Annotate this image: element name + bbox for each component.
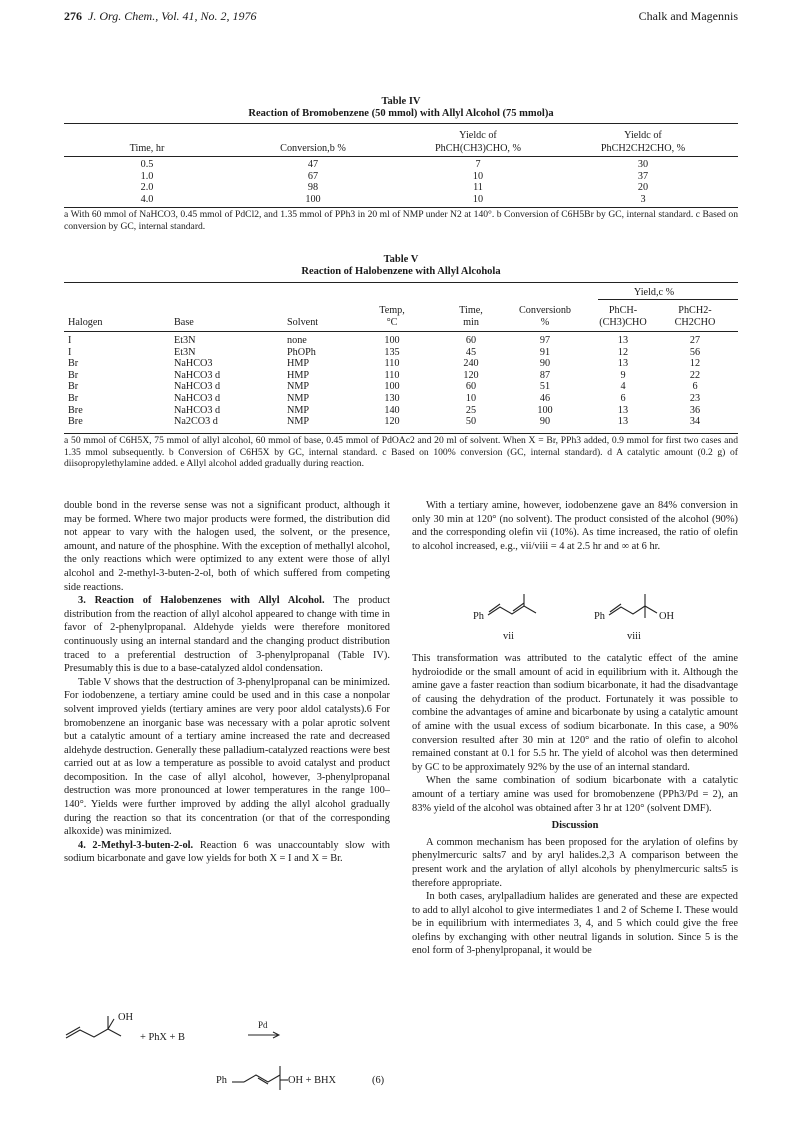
table5-cell-yield-linear: 56: [689, 346, 701, 358]
table5-cell-yield-branched: 4: [620, 381, 626, 393]
right-column-text-top: [412, 499, 738, 553]
table4-cell-yield-linear: 37: [637, 170, 649, 182]
equation-6-reagents: + PhX + B: [140, 1032, 185, 1043]
table5-header-time-unit: min: [463, 317, 479, 328]
equation-6-reactant-structure: [64, 1012, 124, 1048]
table4-header-rule: [64, 156, 738, 157]
table5-cell-time: 25: [465, 404, 477, 416]
table5-cell-halogen: Br: [68, 369, 79, 381]
structure-vii-label: vii: [503, 631, 514, 642]
table5-yield-rule: [598, 299, 738, 300]
left-paragraph-1: double bond in the reverse sense was not a significant product, although it may be formed. Where two major products were formed, the distribution did not appear to vary with the halogen used, the solvent, or the presence, amount, and nature of the phosphine. With the exception of methallyl alcohol, the only reactions which were optimized to any extent were those of allyl alcohol and 2-methyl-3-buten-2-ol, both of which suffered from competing side reactions.: [64, 500, 390, 593]
table4-cell-yield-linear: 3: [640, 193, 646, 205]
right-paragraph-2: This transformation was attributed to the catalytic effect of the amine hydroiodide or the small amount of acid in equilibrium with it. Although the amine gave a faster reaction than sodium bicarbonate, it had the disadvantage of causing the dehydration of the product. Fortunately it was possible to combine the advantages of amine and bicarbonate by using a catalytic amount of amine with the usual excess of sodium bicarbonate. In this case, a 90% conversion resulted after 30 min at 120° and the ratio of olefin to alcohol remained constant at 0.1 for 5.5 hr. The yield of alcohol was then determined by GC to be approximately 92% by the use of an internal standard.: [412, 653, 738, 773]
table4-header-yield1-compound: PhCH(CH3)CHO, %: [434, 143, 522, 154]
table5-cell-base: NaHCO3: [174, 358, 213, 370]
table5-cell-yield-linear: 12: [689, 358, 701, 370]
table5-cell-solvent: NMP: [287, 381, 310, 393]
table4-top-rule: [64, 123, 738, 124]
table5-header-temp: Temp,: [379, 305, 405, 316]
table4-cell-yield-linear: 20: [637, 182, 649, 193]
left-paragraph-3: Table V shows that the destruction of 3-phenylpropanal can be minimized. For iodobenzene, a tertiary amine could be used and in this case a nonpolar solvent improved yields (tertiary amines are very poor aldol catalysts).6 For bromobenzene an inorganic base was necessary with a polar aprotic solvent but a catalytic amount of a tertiary amine increased the rate and decreased aldehyde destruction. Generally these palladium-catalyzed reactions were best carried out at as low a temperature as possible to avoid catalyst and product decomposition. In the case of allyl alcohol, however, 3-phenylpropanal destruction was more pronounced at lower temperatures in the range 100–140°. Yields were further improved by adding the allyl alcohol gradually during the reaction so that its concentration (or that of the corresponding alkoxide) was minimized.: [64, 676, 390, 838]
table5-cell-halogen: Bre: [68, 416, 83, 428]
table4-header-yield1: Yieldc of: [459, 130, 497, 141]
table5-cell-conversion: 97: [539, 335, 551, 346]
table5-cell-yield-branched: 9: [620, 369, 626, 381]
table5-cell-base: Et3N: [174, 346, 196, 358]
table4-cell-time: 0.5: [140, 159, 154, 170]
table5-header-conversion-unit: %: [540, 317, 550, 328]
table5-cell-halogen: Br: [68, 381, 79, 393]
table5-yield-header: Yield,c %: [633, 287, 675, 298]
table5-header-rule: [64, 331, 738, 332]
equation-6-oh: OH: [118, 1012, 134, 1023]
table5-cell-base: NaHCO3 d: [174, 393, 221, 404]
equation-6-arrow: [248, 1030, 282, 1040]
table4-cell-yield-branched: 7: [475, 159, 481, 170]
table5-cell-base: Et3N: [174, 335, 196, 346]
table5-cell-yield-branched: 12: [617, 346, 629, 358]
table4-header-yield2-compound: PhCH2CH2CHO, %: [600, 143, 686, 154]
table5-header-yield-linear-2: CH2CHO: [674, 317, 716, 328]
table5-header-temp-unit: °C: [386, 317, 398, 328]
table5-cell-halogen: Bre: [68, 404, 83, 416]
structure-viii-oh: OH: [659, 611, 675, 622]
right-paragraph-5: In both cases, arylpalladium halides are generated and these are expected to add to allyl alcohol to give intermediates 1 and 2 of Scheme I. These would be in equilibrium with intermediates 3, 4, and 5 which could give the free olefins by exchanging with other neutral ligands in solution. Since 5 is the enol form of 3-phenylpropanal, it would be: [412, 891, 738, 957]
page-number: 276: [64, 9, 82, 23]
table5-cell-conversion: 90: [539, 416, 551, 428]
equation-6-number: (6): [372, 1075, 385, 1086]
table5-cell-temp: 130: [384, 393, 400, 404]
table4-cell-conversion: 67: [307, 170, 319, 182]
right-paragraph-3: When the same combination of sodium bicarbonate with a catalytic amount of a tertiary amine was used for bromobenzene (PPh3/Pd = 2), an 83% yield of the alcohol was obtained after 3 hr at 120° (solvent DMF).: [412, 775, 738, 814]
table5-cell-yield-branched: 13: [617, 335, 629, 346]
table5-header-base: Base: [174, 317, 194, 328]
table5-cell-base: NaHCO3 d: [174, 381, 221, 393]
structure-vii: [488, 591, 548, 623]
table5-cell-temp: 100: [384, 335, 400, 346]
table5-header-yield-branched-2: (CH3)CHO: [599, 317, 647, 328]
table5-header-solvent: Solvent: [287, 317, 319, 328]
table5-cell-solvent: HMP: [287, 369, 310, 381]
table5-cell-temp: 100: [384, 381, 400, 393]
table5-cell-time: 240: [463, 358, 479, 370]
table5-cell-solvent: NMP: [287, 416, 310, 428]
author-names: Chalk and Magennis: [638, 9, 738, 23]
table4-cell-yield-branched: 10: [472, 170, 484, 182]
equation-6-product-structure: [232, 1064, 292, 1094]
table5-cell-base: NaHCO3 d: [174, 369, 221, 381]
table4-caption: Table IV: [381, 96, 421, 107]
table5-cell-yield-branched: 6: [620, 393, 626, 404]
table4-cell-conversion: 98: [307, 182, 319, 193]
table5-cell-conversion: 90: [539, 358, 551, 370]
table4-cell-conversion: 100: [305, 193, 321, 205]
table5-cell-time: 10: [465, 393, 477, 404]
left-column-text: [64, 499, 390, 866]
table5-cell-conversion: 87: [539, 369, 551, 381]
table5-header-yield-branched: PhCH-: [608, 305, 638, 316]
table4-cell-time: 2.0: [140, 182, 154, 193]
table5-cell-halogen: Br: [68, 393, 79, 404]
right-column-text-bottom: [412, 652, 738, 958]
table5-cell-base: NaHCO3 d: [174, 404, 221, 416]
table5-cell-conversion: 51: [539, 381, 551, 393]
equation-6-product-ph: Ph: [216, 1075, 227, 1086]
table5-cell-temp: 110: [384, 358, 400, 370]
table5-cell-yield-branched: 13: [617, 358, 629, 370]
table4-header-conversion: Conversion,b %: [280, 143, 346, 154]
table5-title: Reaction of Halobenzene with Allyl Alcohola: [301, 266, 501, 277]
table5-cell-yield-branched: 13: [617, 416, 629, 428]
discussion-heading: Discussion: [551, 820, 599, 832]
table5-header-conversion: Conversionb: [518, 305, 572, 316]
structure-viii-ph: Ph: [594, 611, 605, 622]
table5-header-halogen: Halogen: [68, 317, 103, 328]
table5-cell-time: 120: [463, 369, 479, 381]
table5-cell-conversion: 100: [537, 404, 553, 416]
table5-cell-temp: 110: [384, 369, 400, 381]
table5-cell-solvent: HMP: [287, 358, 310, 370]
table5-cell-yield-branched: 13: [617, 404, 629, 416]
equation-6-catalyst: Pd: [258, 1020, 268, 1030]
table5-cell-yield-linear: 6: [692, 381, 698, 393]
right-paragraph-1: With a tertiary amine, however, iodobenzene gave an 84% conversion in only 30 min at 120° (no solvent). The product consisted of the alcohol (90%) and the corresponding olefin vii (10%). As time increased, the ratio of olefin to alcohol increased, e.g., vii/viii = 4 at 2.5 hr and ∞ at 6 hr.: [412, 500, 738, 552]
table5-cell-solvent: none: [287, 335, 307, 346]
table5-cell-base: Na2CO3 d: [174, 416, 218, 428]
table5-cell-time: 45: [465, 346, 477, 358]
table5-cell-solvent: NMP: [287, 393, 310, 404]
left-paragraph-2: 3. Reaction of Halobenzenes with Allyl Alcohol. The product distribution from the reaction of allyl alcohol appeared to change with time in favor of 2-phenylpropanal. Aldehyde yields were therefore monitored continuously using an internal standard and the changing product distribution traced to a preferential destruction of 3-phenylpropanal (Table IV). Presumably this is due to a base-catalyzed aldol condensation.: [64, 595, 390, 675]
table4-cell-yield-linear: 30: [637, 159, 649, 170]
left-paragraph-4: 4. 2-Methyl-3-buten-2-ol. Reaction 6 was unaccountably slow with sodium bicarbonate and gave low yields for both X = I and X = Br.: [64, 839, 390, 865]
table5-cell-halogen: I: [68, 335, 72, 346]
table4-cell-conversion: 47: [307, 159, 319, 170]
table5-cell-temp: 135: [384, 346, 400, 358]
section-heading-4: 4. 2-Methyl-3-buten-2-ol.: [78, 839, 194, 851]
table5-top-rule: [64, 282, 738, 283]
table5-cell-conversion: 46: [539, 393, 551, 404]
journal-citation: 276 J. Org. Chem., Vol. 41, No. 2, 1976: [64, 9, 257, 23]
table5-cell-yield-linear: 23: [689, 393, 701, 404]
right-paragraph-4: A common mechanism has been proposed for the arylation of olefins by phenylmercuric salts7 and by aryl halides.2,3 A comparison between the present work and the arylation of allyl alcohols by phenylmercuric salts5 is therefore appropriate.: [412, 836, 738, 889]
table5-cell-yield-linear: 36: [689, 404, 701, 416]
equation-6-product-tail: OH + BHX: [288, 1075, 337, 1086]
table5-footnote: a 50 mmol of C6H5X, 75 mmol of allyl alcohol, 60 mmol of base, 0.45 mmol of PdOAc2 and 20 ml of solvent. When X = Br, PPh3 added, 0.9 mmol for first two cases and 1.35 mmol subsequently. b Conversion of C6H5X by GC, internal standard. c Based on 100% conversion (GC, internal standard). d A catalytic amount (0.2 g) of diisopropylethylamine added. e Allyl alcohol added gradually during reaction.: [64, 435, 738, 469]
structure-viii-label: viii: [627, 631, 641, 642]
table5-cell-time: 60: [465, 335, 477, 346]
table5-cell-time: 60: [465, 381, 477, 393]
table4-bottom-rule: [64, 207, 738, 208]
table5-cell-yield-linear: 34: [689, 416, 701, 428]
table5-caption: Table V: [383, 254, 419, 265]
table4-header-yield2: Yieldc of: [624, 130, 662, 141]
table4-header-time: Time, hr: [129, 143, 165, 154]
table4-title: Reaction of Bromobenzene (50 mmol) with Allyl Alcohol (75 mmol)a: [248, 108, 554, 119]
table5-cell-time: 50: [465, 416, 477, 428]
table5-cell-halogen: I: [68, 346, 72, 358]
table5-cell-solvent: NMP: [287, 404, 310, 416]
table5-header-yield-linear: PhCH2-: [678, 305, 712, 316]
table4-cell-yield-branched: 11: [473, 182, 483, 193]
section-heading-3: 3. Reaction of Halobenzenes with Allyl Alcohol.: [78, 595, 325, 607]
table5-cell-solvent: PhOPh: [287, 346, 316, 358]
table4-cell-time: 1.0: [140, 170, 154, 182]
structure-vii-ph: Ph: [473, 611, 484, 622]
table5-cell-yield-linear: 22: [689, 369, 701, 381]
table5-cell-temp: 120: [384, 416, 400, 428]
table4-cell-time: 4.0: [140, 193, 154, 205]
table5-cell-yield-linear: 27: [689, 335, 701, 346]
table5-cell-temp: 140: [384, 404, 400, 416]
table4-cell-yield-branched: 10: [472, 193, 484, 205]
table5-header-time: Time,: [459, 305, 483, 316]
table5-bottom-rule: [64, 433, 738, 434]
table5-cell-conversion: 91: [539, 346, 551, 358]
table4-footnote: a With 60 mmol of NaHCO3, 0.45 mmol of PdCl2, and 1.35 mmol of PPh3 in 20 ml of NMP under N2 at 140°. b Conversion of C6H5Br by GC, internal standard. c Based on conversion by GC, internal standard.: [64, 209, 738, 232]
table5-cell-halogen: Br: [68, 358, 79, 370]
